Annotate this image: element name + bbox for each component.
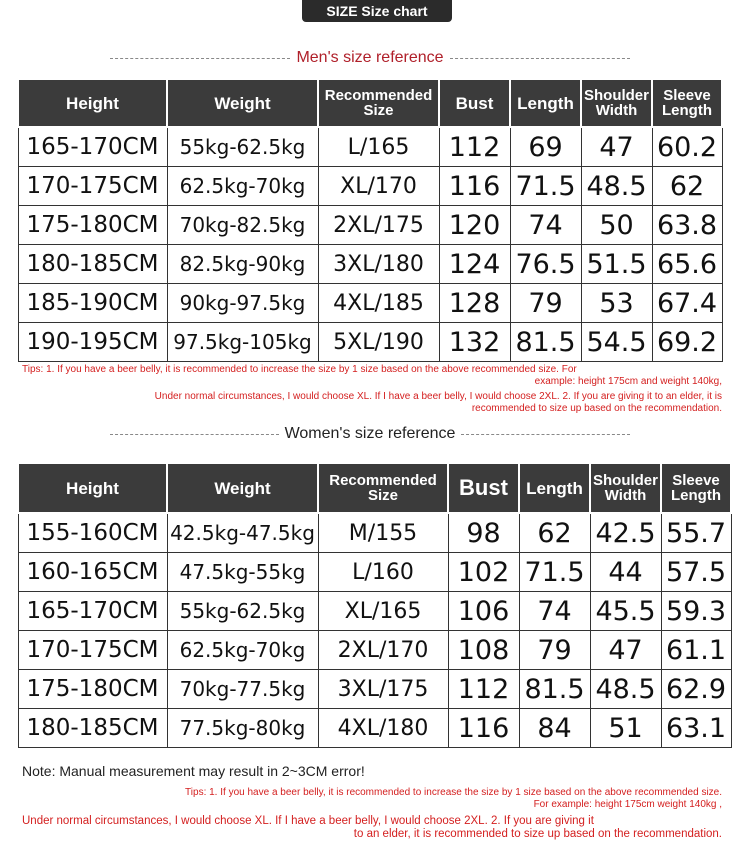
cell-shoulder-width: 53 bbox=[581, 284, 652, 323]
cell-sleeve-length: 59.3 bbox=[661, 592, 731, 631]
cell-bust: 124 bbox=[439, 245, 510, 284]
men-tips bbox=[22, 364, 722, 415]
table-row bbox=[18, 127, 722, 167]
cell-weight: 97.5kg-105kg bbox=[167, 323, 318, 362]
header-bust: Bust bbox=[448, 463, 519, 513]
header-sleeve-length: Sleeve Length bbox=[652, 79, 722, 127]
cell-sleeve-length: 69.2 bbox=[652, 323, 722, 362]
header-height: Height bbox=[18, 463, 167, 513]
cell-weight: 55kg-62.5kg bbox=[167, 592, 318, 631]
cell-height: 165-170CM bbox=[18, 127, 167, 167]
tip-line: Tips: 1. If you have a beer belly, it is recommended to increase the size by 1 size based on the above recommended size. For bbox=[22, 364, 577, 375]
cell-recommended-size: 5XL/190 bbox=[318, 323, 439, 362]
header-height: Height bbox=[18, 79, 167, 127]
cell-height: 180-185CM bbox=[18, 709, 167, 748]
cell-length: 81.5 bbox=[510, 323, 581, 362]
table-row bbox=[18, 631, 731, 670]
header-length: Length bbox=[519, 463, 590, 513]
header-sleeve-length: Sleeve Length bbox=[661, 463, 731, 513]
cell-sleeve-length: 57.5 bbox=[661, 553, 731, 592]
cell-length: 71.5 bbox=[519, 553, 590, 592]
cell-shoulder-width: 50 bbox=[581, 206, 652, 245]
table-row bbox=[18, 206, 722, 245]
cell-length: 74 bbox=[519, 592, 590, 631]
tip-line: For example: height 175cm weight 140kg , bbox=[533, 799, 722, 810]
divider bbox=[461, 434, 630, 435]
table-row bbox=[18, 709, 731, 748]
table-row bbox=[18, 167, 722, 206]
cell-sleeve-length: 67.4 bbox=[652, 284, 722, 323]
cell-height: 175-180CM bbox=[18, 670, 167, 709]
cell-sleeve-length: 62 bbox=[652, 167, 722, 206]
cell-bust: 112 bbox=[439, 127, 510, 167]
header-weight: Weight bbox=[167, 463, 318, 513]
header-length: Length bbox=[510, 79, 581, 127]
cell-bust: 132 bbox=[439, 323, 510, 362]
tip-line: Under normal circumstances, I would choose XL. If I have a beer belly, I would choose 2XL. 2. If you are giving it bbox=[22, 815, 594, 827]
cell-sleeve-length: 61.1 bbox=[661, 631, 731, 670]
cell-height: 160-165CM bbox=[18, 553, 167, 592]
header-recommended-size: Recommended Size bbox=[318, 463, 448, 513]
cell-sleeve-length: 62.9 bbox=[661, 670, 731, 709]
cell-shoulder-width: 45.5 bbox=[590, 592, 661, 631]
cell-sleeve-length: 60.2 bbox=[652, 127, 722, 167]
cell-recommended-size: 3XL/175 bbox=[318, 670, 448, 709]
table-header-row bbox=[18, 79, 722, 127]
table-row bbox=[18, 592, 731, 631]
cell-height: 175-180CM bbox=[18, 206, 167, 245]
cell-height: 165-170CM bbox=[18, 592, 167, 631]
cell-height: 185-190CM bbox=[18, 284, 167, 323]
tip-line: to an elder, it is recommended to size up based on the recommendation. bbox=[353, 828, 722, 840]
cell-height: 170-175CM bbox=[18, 631, 167, 670]
cell-height: 180-185CM bbox=[18, 245, 167, 284]
women-tips bbox=[22, 787, 722, 841]
cell-weight: 55kg-62.5kg bbox=[167, 127, 318, 167]
measurement-note: Note: Manual measurement may result in 2~3CM error! bbox=[22, 763, 365, 779]
cell-shoulder-width: 54.5 bbox=[581, 323, 652, 362]
cell-shoulder-width: 42.5 bbox=[590, 513, 661, 553]
cell-weight: 47.5kg-55kg bbox=[167, 553, 318, 592]
cell-bust: 128 bbox=[439, 284, 510, 323]
table-header-row bbox=[18, 463, 731, 513]
tip-line: example: height 175cm and weight 140kg, bbox=[534, 376, 722, 387]
divider bbox=[450, 58, 630, 59]
header-bust: Bust bbox=[439, 79, 510, 127]
cell-shoulder-width: 47 bbox=[581, 127, 652, 167]
cell-recommended-size: L/160 bbox=[318, 553, 448, 592]
cell-bust: 120 bbox=[439, 206, 510, 245]
cell-bust: 116 bbox=[448, 709, 519, 748]
cell-length: 79 bbox=[519, 631, 590, 670]
tip-line: Tips: 1. If you have a beer belly, it is recommended to increase the size by 1 size based on the above recommended size. bbox=[185, 787, 722, 798]
cell-weight: 90kg-97.5kg bbox=[167, 284, 318, 323]
cell-weight: 82.5kg-90kg bbox=[167, 245, 318, 284]
divider bbox=[110, 58, 290, 59]
cell-shoulder-width: 51 bbox=[590, 709, 661, 748]
table-row bbox=[18, 513, 731, 553]
header-shoulder-width: Shoulder Width bbox=[590, 463, 661, 513]
table-row bbox=[18, 670, 731, 709]
cell-length: 81.5 bbox=[519, 670, 590, 709]
men-size-table bbox=[17, 78, 723, 362]
cell-shoulder-width: 51.5 bbox=[581, 245, 652, 284]
cell-sleeve-length: 55.7 bbox=[661, 513, 731, 553]
cell-length: 69 bbox=[510, 127, 581, 167]
cell-shoulder-width: 44 bbox=[590, 553, 661, 592]
cell-length: 62 bbox=[519, 513, 590, 553]
cell-bust: 112 bbox=[448, 670, 519, 709]
cell-weight: 77.5kg-80kg bbox=[167, 709, 318, 748]
cell-bust: 102 bbox=[448, 553, 519, 592]
cell-recommended-size: 4XL/185 bbox=[318, 284, 439, 323]
cell-bust: 116 bbox=[439, 167, 510, 206]
cell-shoulder-width: 48.5 bbox=[581, 167, 652, 206]
header-shoulder-width: Shoulder Width bbox=[581, 79, 652, 127]
tip-line: Under normal circumstances, I would choose XL. If I have a beer belly, I would choose 2XL. 2. If you are giving it to an elder, it is bbox=[154, 391, 722, 402]
cell-recommended-size: L/165 bbox=[318, 127, 439, 167]
cell-bust: 98 bbox=[448, 513, 519, 553]
cell-height: 155-160CM bbox=[18, 513, 167, 553]
cell-length: 71.5 bbox=[510, 167, 581, 206]
size-chart-banner: SIZE Size chart bbox=[302, 0, 452, 22]
men-section-title bbox=[110, 47, 630, 69]
table-row bbox=[18, 323, 722, 362]
cell-sleeve-length: 63.1 bbox=[661, 709, 731, 748]
cell-length: 84 bbox=[519, 709, 590, 748]
cell-weight: 42.5kg-47.5kg bbox=[167, 513, 318, 553]
cell-bust: 108 bbox=[448, 631, 519, 670]
header-weight: Weight bbox=[167, 79, 318, 127]
cell-length: 79 bbox=[510, 284, 581, 323]
table-row bbox=[18, 284, 722, 323]
cell-recommended-size: 2XL/175 bbox=[318, 206, 439, 245]
cell-recommended-size: M/155 bbox=[318, 513, 448, 553]
cell-weight: 62.5kg-70kg bbox=[167, 167, 318, 206]
table-row bbox=[18, 245, 722, 284]
cell-recommended-size: 4XL/180 bbox=[318, 709, 448, 748]
cell-recommended-size: XL/165 bbox=[318, 592, 448, 631]
women-size-table bbox=[17, 462, 732, 748]
women-title-label: Women's size reference bbox=[284, 425, 456, 442]
tip-line: recommended to size up based on the recommendation. bbox=[471, 403, 722, 414]
cell-length: 76.5 bbox=[510, 245, 581, 284]
cell-shoulder-width: 48.5 bbox=[590, 670, 661, 709]
cell-weight: 70kg-82.5kg bbox=[167, 206, 318, 245]
women-section-title bbox=[110, 423, 630, 445]
cell-length: 74 bbox=[510, 206, 581, 245]
cell-weight: 70kg-77.5kg bbox=[167, 670, 318, 709]
cell-sleeve-length: 65.6 bbox=[652, 245, 722, 284]
cell-bust: 106 bbox=[448, 592, 519, 631]
cell-height: 190-195CM bbox=[18, 323, 167, 362]
table-row bbox=[18, 553, 731, 592]
cell-height: 170-175CM bbox=[18, 167, 167, 206]
cell-recommended-size: XL/170 bbox=[318, 167, 439, 206]
cell-weight: 62.5kg-70kg bbox=[167, 631, 318, 670]
men-title-label: Men's size reference bbox=[296, 49, 444, 66]
cell-recommended-size: 2XL/170 bbox=[318, 631, 448, 670]
divider bbox=[110, 434, 279, 435]
cell-sleeve-length: 63.8 bbox=[652, 206, 722, 245]
header-recommended-size: Recommended Size bbox=[318, 79, 439, 127]
cell-shoulder-width: 47 bbox=[590, 631, 661, 670]
cell-recommended-size: 3XL/180 bbox=[318, 245, 439, 284]
